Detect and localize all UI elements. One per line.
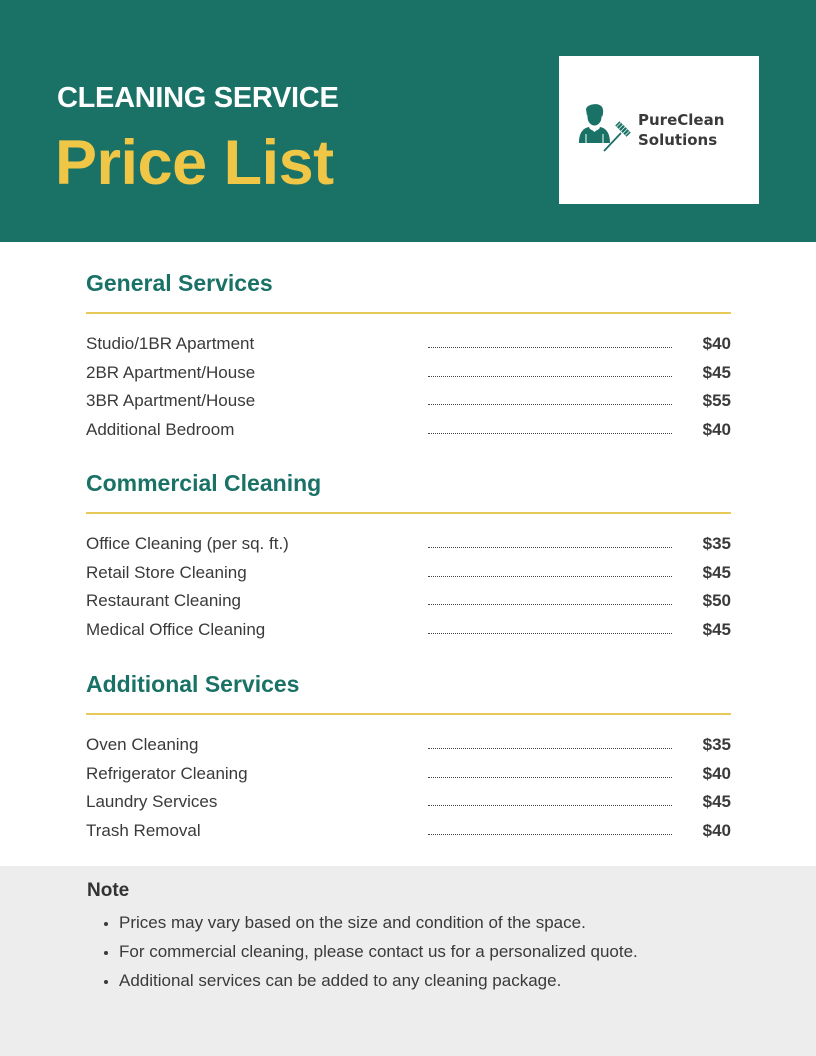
service-price: $35 (702, 735, 731, 754)
service-price: $55 (702, 391, 731, 411)
header-banner (0, 0, 816, 242)
price-row (86, 416, 731, 445)
note-item: • Prices may vary based on the size and condition of the space. (119, 908, 638, 937)
section-divider (86, 512, 731, 514)
price-list (86, 330, 731, 445)
company-logo (559, 56, 759, 204)
page-title: Price List (55, 128, 334, 198)
dot-leader (428, 604, 672, 605)
dot-leader (428, 748, 672, 749)
price-row (86, 359, 731, 388)
section-title: General Services (86, 270, 273, 296)
service-price: $45 (702, 620, 731, 640)
service-name: Office Cleaning (per sq. ft.) (86, 534, 289, 553)
dot-leader (428, 433, 672, 434)
service-name: Additional Bedroom (86, 420, 235, 440)
price-row (86, 616, 731, 645)
service-price: $40 (702, 763, 731, 783)
service-price: $45 (702, 792, 731, 812)
section-divider (86, 713, 731, 715)
section-additional-services (86, 669, 731, 846)
company-name (638, 110, 724, 150)
price-row (86, 788, 731, 817)
service-name: 2BR Apartment/House (86, 362, 256, 382)
service-price: $50 (702, 591, 731, 611)
section-divider (86, 312, 731, 314)
section-title: Commercial Cleaning (86, 470, 322, 496)
service-price: $40 (702, 821, 731, 841)
section-general-services (86, 268, 731, 445)
service-name: Retail Store Cleaning (86, 562, 247, 582)
price-list (86, 731, 731, 846)
price-row (86, 330, 731, 359)
service-name: Medical Office Cleaning (86, 620, 266, 640)
service-name: Restaurant Cleaning (86, 591, 241, 611)
dot-leader (428, 633, 672, 634)
price-row (86, 731, 731, 760)
price-row (86, 760, 731, 789)
section-title: Additional Services (86, 671, 300, 697)
service-price: $40 (702, 420, 731, 440)
service-name: Trash Removal (86, 821, 201, 841)
dot-leader (428, 576, 672, 577)
service-name: Laundry Services (86, 792, 218, 812)
cleaner-with-squeegee-icon (577, 103, 635, 155)
company-name-line2: Solutions (638, 131, 718, 149)
section-commercial-cleaning (86, 468, 731, 645)
price-list (86, 530, 731, 645)
service-name: 3BR Apartment/House (86, 391, 256, 411)
note-panel (0, 866, 816, 1056)
service-price: $45 (702, 562, 731, 582)
service-name: Refrigerator Cleaning (86, 763, 248, 783)
header-eyebrow: CLEANING SERVICE (57, 82, 339, 114)
dot-leader (428, 547, 672, 548)
price-row (86, 559, 731, 588)
price-row (86, 587, 731, 616)
price-row (86, 817, 731, 846)
note-item: • For commercial cleaning, please contact us for a personalized quote. (119, 937, 638, 966)
dot-leader (428, 834, 672, 835)
note-list (100, 908, 638, 995)
note-item: • Additional services can be added to any cleaning package. (119, 966, 638, 995)
company-name-line1: PureClean (638, 111, 725, 129)
service-price: $45 (702, 362, 731, 382)
dot-leader (428, 777, 672, 778)
dot-leader (428, 404, 672, 405)
price-row (86, 387, 731, 416)
service-name: Oven Cleaning (86, 735, 199, 754)
dot-leader (428, 376, 672, 377)
service-name: Studio/1BR Apartment (86, 334, 255, 353)
price-row (86, 530, 731, 559)
dot-leader (428, 347, 672, 348)
service-price: $40 (702, 334, 731, 353)
service-price: $35 (702, 534, 731, 553)
dot-leader (428, 805, 672, 806)
note-title: Note (87, 880, 130, 901)
